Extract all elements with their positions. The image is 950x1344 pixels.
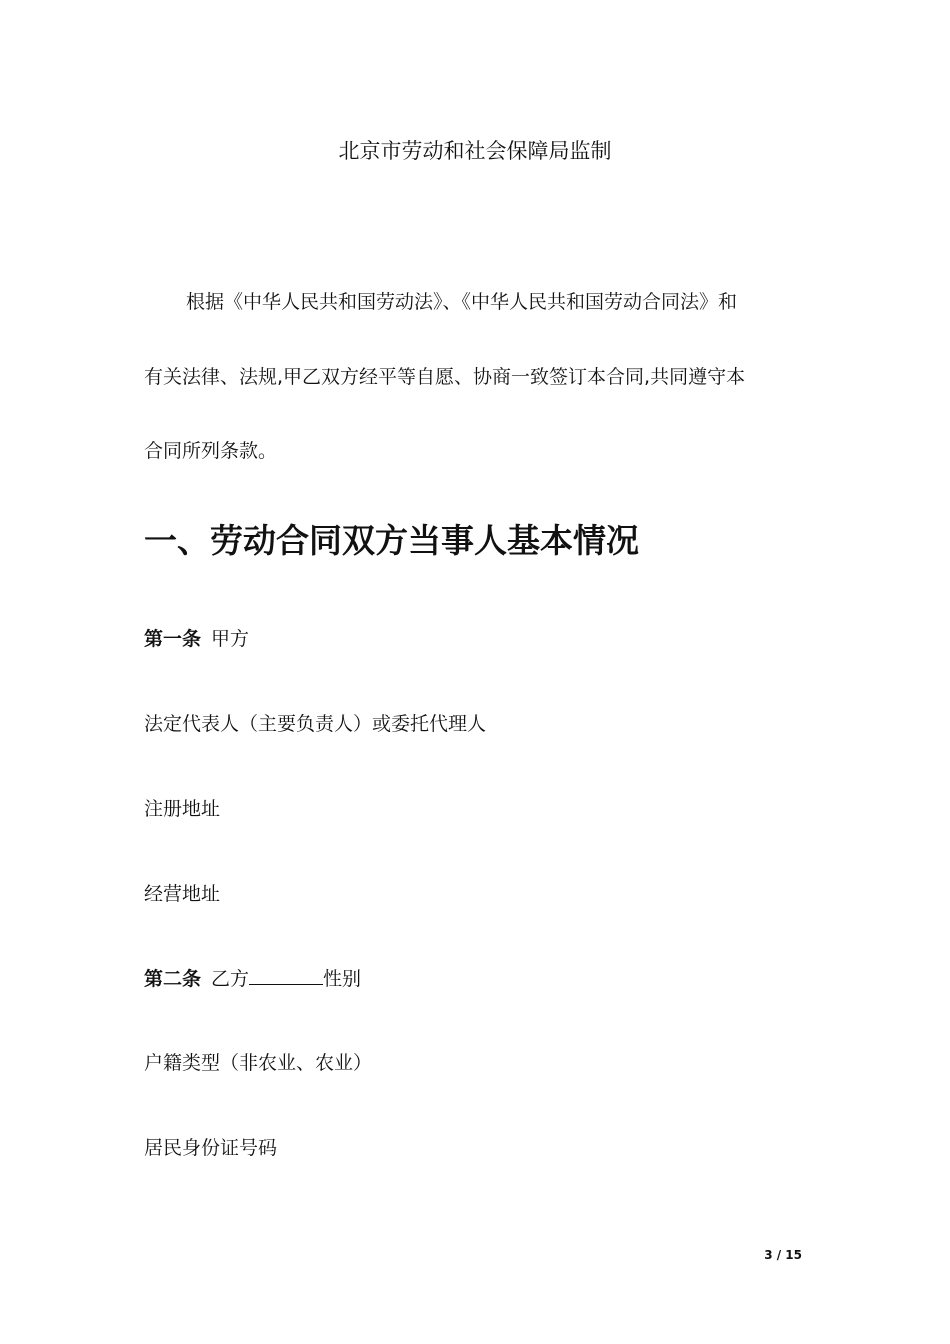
section-heading: 一、劳动合同双方当事人基本情况 (144, 521, 639, 560)
intro-paragraph-line-3: 合同所列条款。 (144, 440, 278, 462)
article-2-text: 乙方 (211, 968, 250, 990)
intro-paragraph-line-1: 根据《中华人民共和国劳动法》、《中华人民共和国劳动合同法》和 (186, 291, 738, 313)
intro-paragraph-line-2: 有关法律、法规,甲乙双方经平等自愿、协商一致签订本合同,共同遵守本 (144, 366, 746, 388)
registered-address-field: 注册地址 (144, 798, 221, 820)
article-1-label: 第一条 (144, 628, 202, 650)
article-2-label: 第二条 (144, 968, 202, 990)
household-type-field: 户籍类型（非农业、农业） (144, 1052, 373, 1074)
issuer-line: 北京市劳动和社会保障局监制 (338, 139, 612, 163)
article-1-text: 甲方 (211, 628, 250, 650)
id-number-field: 居民身份证号码 (144, 1137, 278, 1159)
fill-in-blank (249, 966, 323, 985)
page-number: 3 / 15 (764, 1248, 802, 1262)
article-2-gender-label: 性别 (323, 968, 362, 990)
business-address-field: 经营地址 (144, 883, 221, 905)
article-2 (144, 966, 361, 991)
article-1 (144, 627, 249, 651)
legal-representative-field: 法定代表人（主要负责人）或委托代理人 (144, 713, 487, 735)
